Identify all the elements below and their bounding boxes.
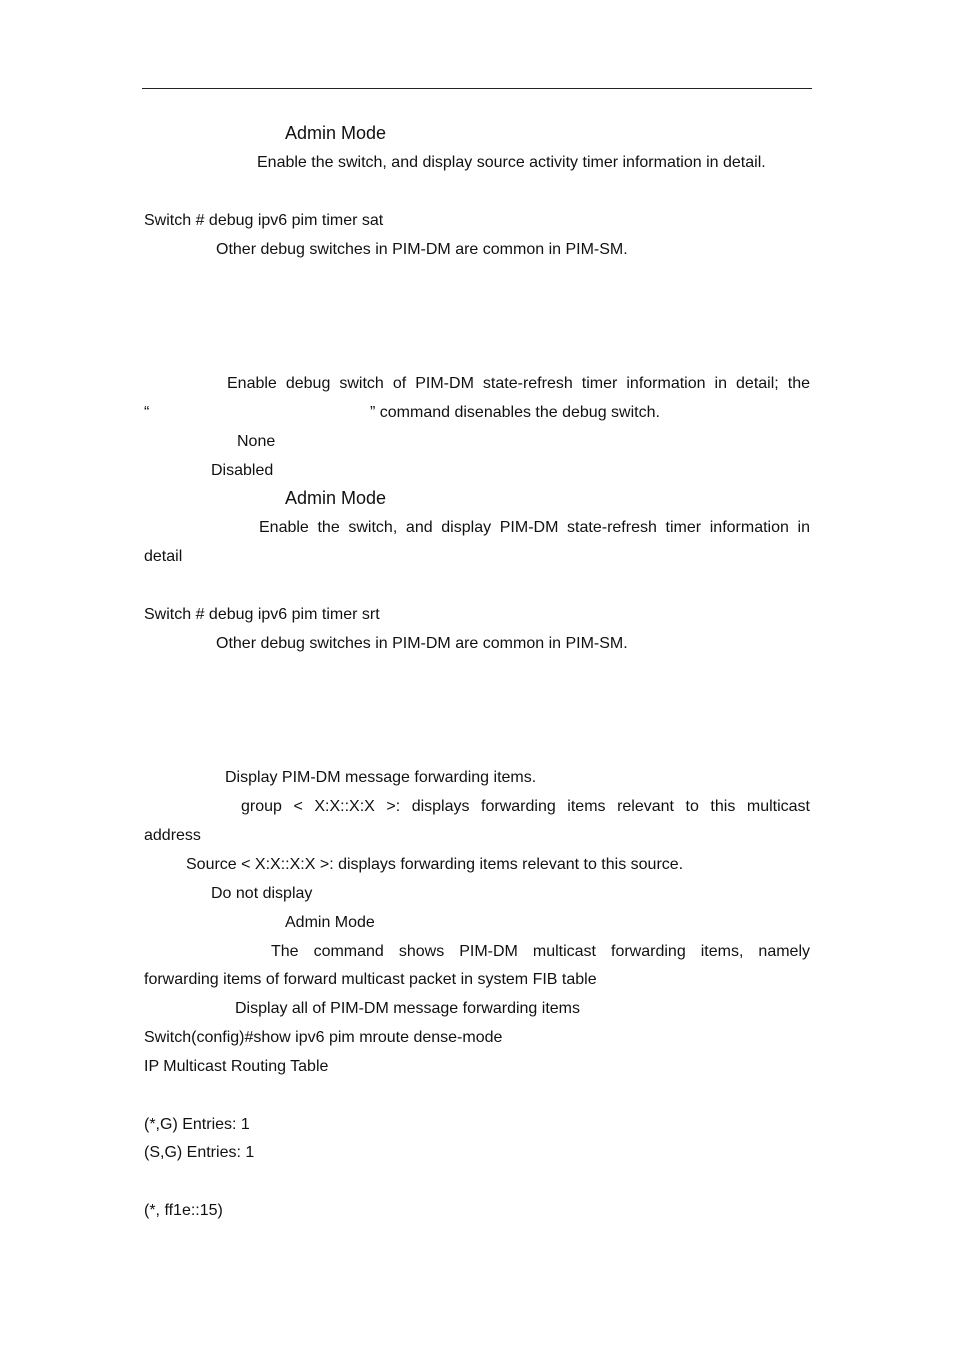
related-commands-note: Other debug switches in PIM-DM are common in PIM-SM. xyxy=(216,241,628,258)
parameter-group-line1: group < X:X::X:X >: displays forwarding items relevant to this multicast xyxy=(241,798,810,815)
usage-guide-line1: Enable the switch, and display PIM-DM state-refresh timer information in xyxy=(259,519,810,536)
parameter-group-line2: address xyxy=(144,827,201,844)
example-command: Switch # debug ipv6 pim timer srt xyxy=(144,606,380,623)
usage-guide-line2: detail xyxy=(144,548,183,565)
cli-output-line: IP Multicast Routing Table xyxy=(144,1058,329,1075)
parameter-text: None xyxy=(237,433,276,450)
related-commands-note: Other debug switches in PIM-DM are common in PIM-SM. xyxy=(216,635,628,652)
cli-output-line: Switch(config)#show ipv6 pim mroute dense-mode xyxy=(144,1029,503,1046)
cli-output-line: (*,G) Entries: 1 xyxy=(144,1116,250,1133)
command-mode-label: Admin Mode xyxy=(285,914,375,931)
function-text-quote-open: “ xyxy=(144,404,150,421)
command-mode-label: Admin Mode xyxy=(285,488,387,508)
function-text-line1: Enable debug switch of PIM-DM state-refresh timer information in detail; the xyxy=(227,375,810,392)
default-text: Do not display xyxy=(211,885,313,902)
command-mode-label: Admin Mode xyxy=(285,123,387,143)
cli-output-line: (*, ff1e::15) xyxy=(144,1202,223,1219)
function-text: Display PIM-DM message forwarding items. xyxy=(225,769,537,786)
usage-guide-text: Enable the switch, and display source activity timer information in detail. xyxy=(257,154,766,171)
cli-output-line: (S,G) Entries: 1 xyxy=(144,1144,255,1161)
usage-guide-line1: The command shows PIM-DM multicast forwarding items, namely xyxy=(271,943,810,960)
usage-guide-line2: forwarding items of forward multicast packet in system FIB table xyxy=(144,971,597,988)
example-description: Display all of PIM-DM message forwarding items xyxy=(235,1000,580,1017)
example-command: Switch # debug ipv6 pim timer sat xyxy=(144,212,384,229)
function-text-line2: ” command disenables the debug switch. xyxy=(370,404,660,421)
header-rule xyxy=(142,88,812,89)
default-text: Disabled xyxy=(211,462,274,479)
parameter-source: Source < X:X::X:X >: displays forwarding items relevant to this source. xyxy=(186,856,684,873)
